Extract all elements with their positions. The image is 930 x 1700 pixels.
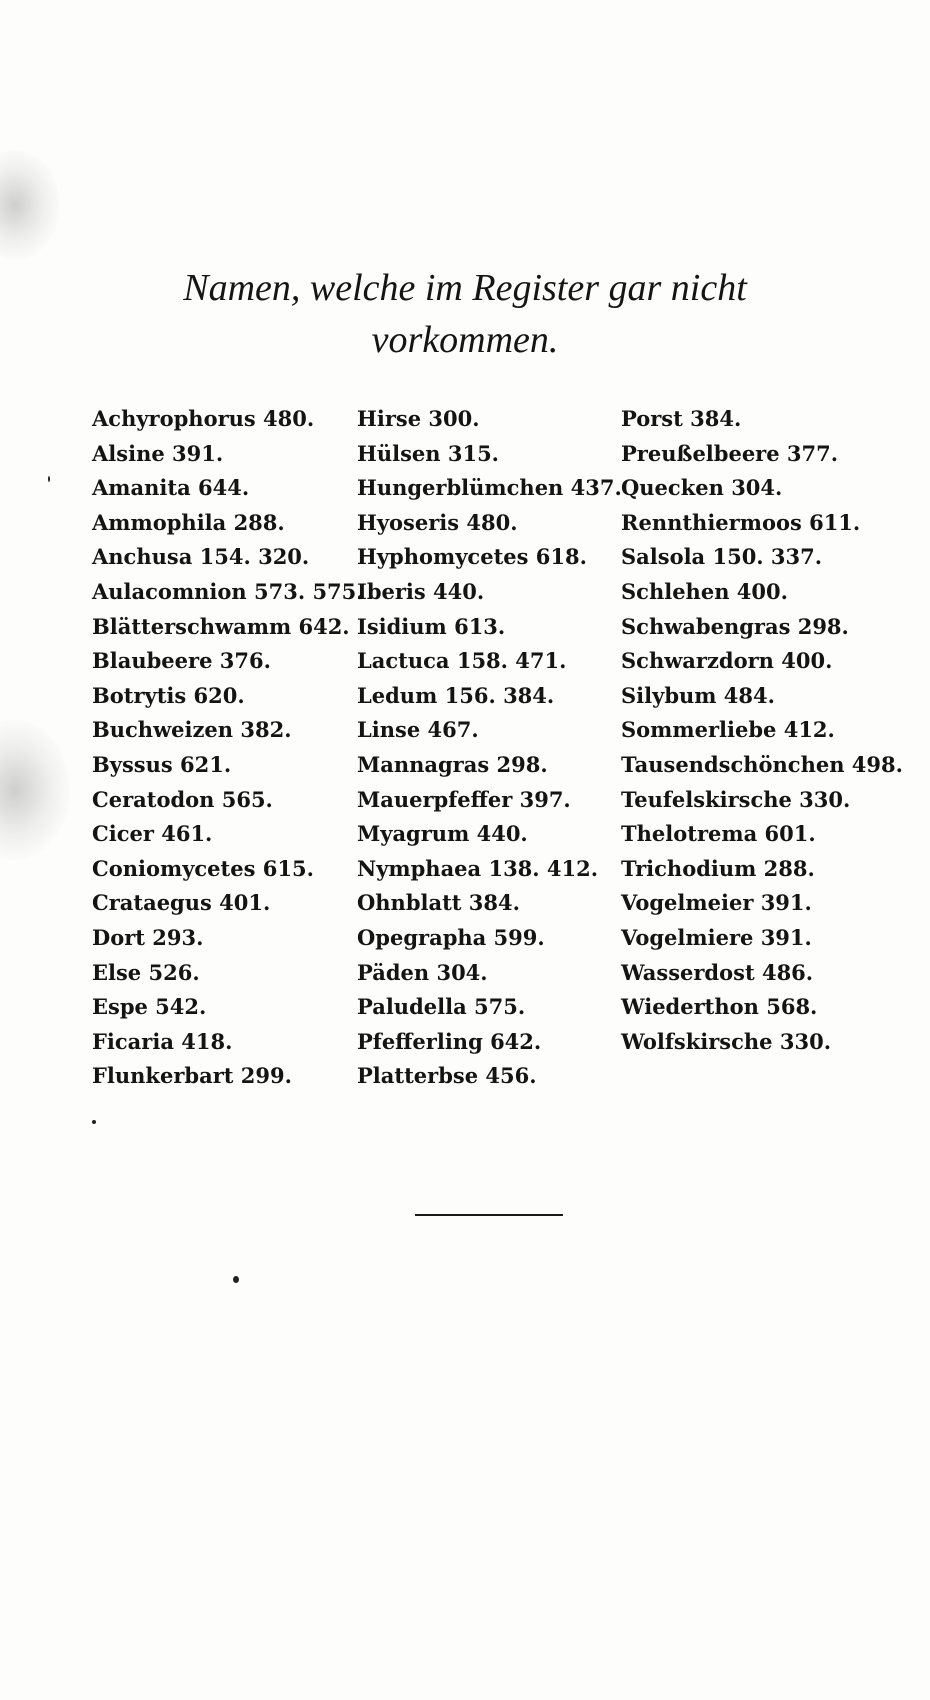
list-item: Schlehen 400. xyxy=(621,578,788,604)
list-item: Espe 542. xyxy=(92,994,207,1020)
list-item: Sommerliebe 412. xyxy=(621,717,835,743)
list-item: Paludella 575. xyxy=(357,994,526,1020)
closing-rule xyxy=(415,1214,563,1216)
list-item: Opegrapha 599. xyxy=(357,924,545,950)
list-item: Crataegus 401. xyxy=(92,890,271,916)
list-item: Aulacomnion 573. 575. xyxy=(92,578,364,604)
list-item: Blaubeere 376. xyxy=(92,648,271,674)
list-item: Schwarzdorn 400. xyxy=(621,648,833,674)
list-item: Buchweizen 382. xyxy=(92,717,292,743)
list-item: Ceratodon 565. xyxy=(92,786,273,812)
list-item: Hyoseris 480. xyxy=(357,509,518,535)
list-item: Silybum 484. xyxy=(621,682,775,708)
list-item: Porst 384. xyxy=(621,406,742,431)
list-item: Mauerpfeffer 397. xyxy=(357,786,571,812)
ink-speck xyxy=(92,1120,96,1124)
name-column-3 xyxy=(621,402,903,1059)
list-item: Hülsen 315. xyxy=(357,440,499,466)
list-item: Quecken 304. xyxy=(621,475,783,501)
list-item: Teufelskirsche 330. xyxy=(621,786,851,812)
list-item: Nymphaea 138. 412. xyxy=(357,855,599,881)
list-item: Myagrum 440. xyxy=(357,821,528,847)
list-item: Salsola 150. 337. xyxy=(621,544,823,570)
list-item: Alsine 391. xyxy=(92,440,224,466)
list-item: Rennthiermoos 611. xyxy=(621,509,861,535)
list-item: Vogelmiere 391. xyxy=(621,924,812,950)
name-column-2 xyxy=(357,402,622,1094)
ink-speck xyxy=(48,476,50,482)
list-item: Hungerblümchen 437. xyxy=(357,475,622,501)
list-item: Hirse 300. xyxy=(357,406,480,431)
list-item: Linse 467. xyxy=(357,717,479,743)
list-item: Pfefferling 642. xyxy=(357,1028,542,1054)
list-item: Preußelbeere 377. xyxy=(621,440,839,466)
list-item: Hyphomycetes 618. xyxy=(357,544,587,570)
list-item: Wasserdost 486. xyxy=(621,959,814,985)
list-item: Tausendschönchen 498. xyxy=(621,751,903,777)
list-item: Else 526. xyxy=(92,959,200,985)
list-item: Cicer 461. xyxy=(92,821,213,847)
list-item: Ficaria 418. xyxy=(92,1028,233,1054)
list-item: Thelotrema 601. xyxy=(621,821,816,847)
list-item: Päden 304. xyxy=(357,959,488,985)
page-title-line-1: Namen, welche im Register gar nicht xyxy=(183,267,747,309)
list-item: Amanita 644. xyxy=(92,475,250,501)
list-item: Ledum 156. 384. xyxy=(357,682,555,708)
list-item: Flunkerbart 299. xyxy=(92,1063,292,1089)
list-item: Wiederthon 568. xyxy=(621,994,818,1020)
list-item: Dort 293. xyxy=(92,924,204,950)
list-item: Schwabengras 298. xyxy=(621,613,849,639)
list-item: Coniomycetes 615. xyxy=(92,855,314,881)
list-item: Iberis 440. xyxy=(357,578,485,604)
list-item: Anchusa 154. 320. xyxy=(92,544,310,570)
page-title-line-2: vorkommen. xyxy=(371,319,559,361)
list-item: Ammophila 288. xyxy=(92,509,285,535)
page-smudge-left xyxy=(0,720,70,860)
list-item: Vogelmeier 391. xyxy=(621,890,812,916)
name-column-1 xyxy=(92,402,364,1094)
list-item: Ohnblatt 384. xyxy=(357,890,520,916)
list-item: Platterbse 456. xyxy=(357,1063,537,1089)
page-smudge-top-left xyxy=(0,150,60,260)
list-item: Byssus 621. xyxy=(92,751,232,777)
list-item: Trichodium 288. xyxy=(621,855,815,881)
list-item: Achyrophorus 480. xyxy=(92,406,315,431)
list-item: Lactuca 158. 471. xyxy=(357,648,567,674)
list-item: Blätterschwamm 642. xyxy=(92,613,350,639)
list-item: Botrytis 620. xyxy=(92,682,245,708)
list-item: Mannagras 298. xyxy=(357,751,548,777)
list-item: Wolfskirsche 330. xyxy=(621,1028,831,1054)
list-item: Isidium 613. xyxy=(357,613,506,639)
ink-speck xyxy=(233,1276,239,1283)
